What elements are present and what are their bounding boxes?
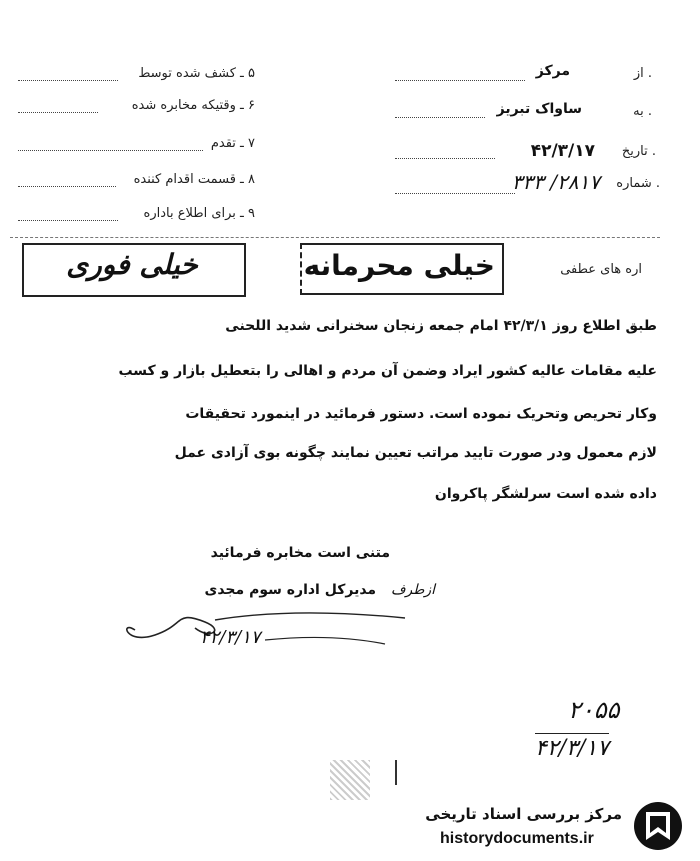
from-value: مرکز — [535, 63, 570, 79]
number-label: . شماره — [616, 176, 660, 191]
from-label: . از — [633, 66, 652, 81]
signer-line — [205, 582, 435, 598]
item-label: تقدم — [210, 136, 236, 151]
handwritten-date: ۴۲/۳/۱۷ — [200, 627, 261, 648]
header-item-6: ۶ ـ وقتیکه مخابره شده — [131, 98, 255, 113]
header-item-9: ۹ ـ برای اطلاع باداره — [143, 206, 255, 221]
watermark-org: مرکز بررسی اسناد تاریخی — [425, 805, 622, 823]
item-number: ۶ — [248, 98, 255, 113]
urgent-stamp: خیلی فوری — [66, 248, 198, 281]
separator-line — [10, 237, 660, 238]
body-line: علیه مقامات عالیه کشور ایراد وضمن آن مردم و اهالی را بتعطیل بازار و کسب — [118, 363, 657, 379]
header-item-7: ۷ ـ تقدم — [210, 136, 255, 151]
send-instruction: متنی است مخابره فرمائید — [210, 545, 390, 561]
number-value: ۲۸۱۷/ ۳۳۳ — [511, 170, 600, 194]
to-label: . به — [633, 104, 652, 119]
body-line: داده شده است سرلشگر پاکروان — [434, 486, 657, 502]
date-value: ۴۲/۳/۱۷ — [530, 141, 595, 161]
to-value: ساواک تبریز — [496, 101, 582, 117]
secret-stamp: خیلی محرمانه — [303, 249, 495, 282]
annotation-date: ۴۲/۳/۱۷ — [535, 733, 609, 761]
header-item-8: ۸ ـ قسمت اقدام کننده — [133, 172, 255, 187]
item-number: ۸ — [248, 172, 255, 187]
item-number: ۵ — [248, 66, 255, 81]
item-label: وقتیکه مخابره شده — [131, 98, 236, 113]
faint-stamp-mark — [330, 760, 370, 800]
body-line: طبق اطلاع روز ۴۲/۳/۱ امام جمعه زنجان سخنرانی شدید اللحنی — [225, 318, 657, 334]
reference-label: اره های عطفی — [560, 262, 642, 277]
body-line: لازم معمول ودر صورت تایید مراتب تعیین نمایند چگونه بوی آزادی عمل — [174, 445, 657, 461]
item-label: قسمت اقدام کننده — [133, 172, 236, 187]
item-number: ۷ — [248, 136, 255, 151]
archive-logo-icon — [632, 800, 684, 852]
watermark-site: historydocuments.ir — [440, 830, 594, 847]
item-number: ۹ — [248, 206, 255, 221]
signer-name: مدیرکل اداره سوم مجدی — [204, 582, 377, 598]
item-label: کشف شده توسط — [138, 66, 236, 81]
signature — [115, 600, 415, 665]
faint-mark — [395, 760, 397, 785]
body-line: وکار تحریص وتحریک نموده است. دستور فرمائید در اینمورد تحقیقات — [185, 406, 657, 422]
item-label: برای اطلاع باداره — [143, 206, 236, 221]
annotation-code: ۲۰۵۵ — [568, 696, 620, 724]
header-item-5: ۵ ـ کشف شده توسط — [138, 66, 255, 81]
date-label: . تاریخ — [621, 144, 656, 159]
signer-prefix: ازطرف — [390, 582, 435, 598]
